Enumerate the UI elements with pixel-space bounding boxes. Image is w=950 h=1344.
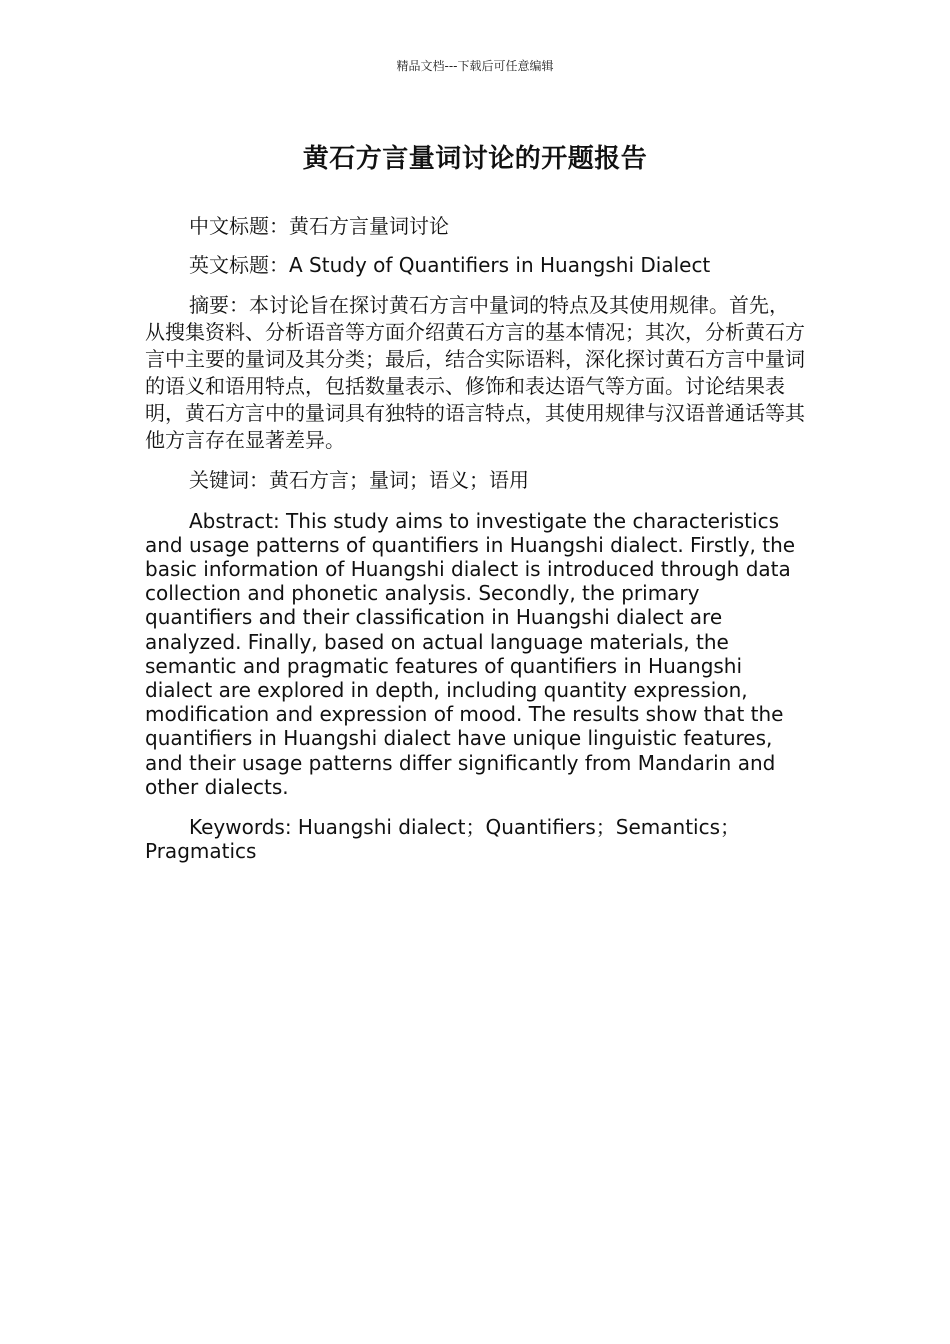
- english-abstract: Abstract: This study aims to investigate the characteristics and usage patterns of quantifiers in Huangshi dialect. Firstly, the basic information of Huangshi dialect is introduced through data collection and phonetic analysis. Secondly, the primary quantifiers and their classification in Huangshi dialect are analyzed. Finally, based on actual language materials, the semantic and pragmatic features of quantifiers in Huangshi dialect are explored in depth, including quantity expression, modification and expression of mood. The results show that the quantifiers in Huangshi dialect have unique linguistic features, and their usage patterns differ significantly from Mandarin and other dialects.: [145, 508, 796, 799]
- english-keywords: Keywords: Huangshi dialect；Quantifiers；Semantics；Pragmatics: [145, 815, 741, 864]
- chinese-abstract: 摘要：本讨论旨在探讨黄石方言中量词的特点及其使用规律。首先，从搜集资料、分析语音等方面介绍黄石方言的基本情况；其次，分析黄石方言中主要的量词及其分类；最后，结合实际语料，深化探讨黄石方言中量词的语义和语用特点，包括数量表示、修饰和表达语气等方面。讨论结果表明，黄石方言中的量词具有独特的语言特点，其使用规律与汉语普通话等其他方言存在显著差异。: [145, 293, 805, 453]
- document-body: [145, 214, 805, 879]
- document-title: 黄石方言量词讨论的开题报告: [302, 144, 648, 174]
- header-note: 精品文档---下载后可任意编辑: [396, 59, 554, 73]
- english-title-line: 英文标题：A Study of Quantifiers in Huangshi Dialect: [189, 253, 711, 278]
- chinese-keywords: 关键词：黄石方言；量词；语义；语用: [189, 468, 529, 493]
- chinese-title-line: 中文标题：黄石方言量词讨论: [189, 214, 449, 238]
